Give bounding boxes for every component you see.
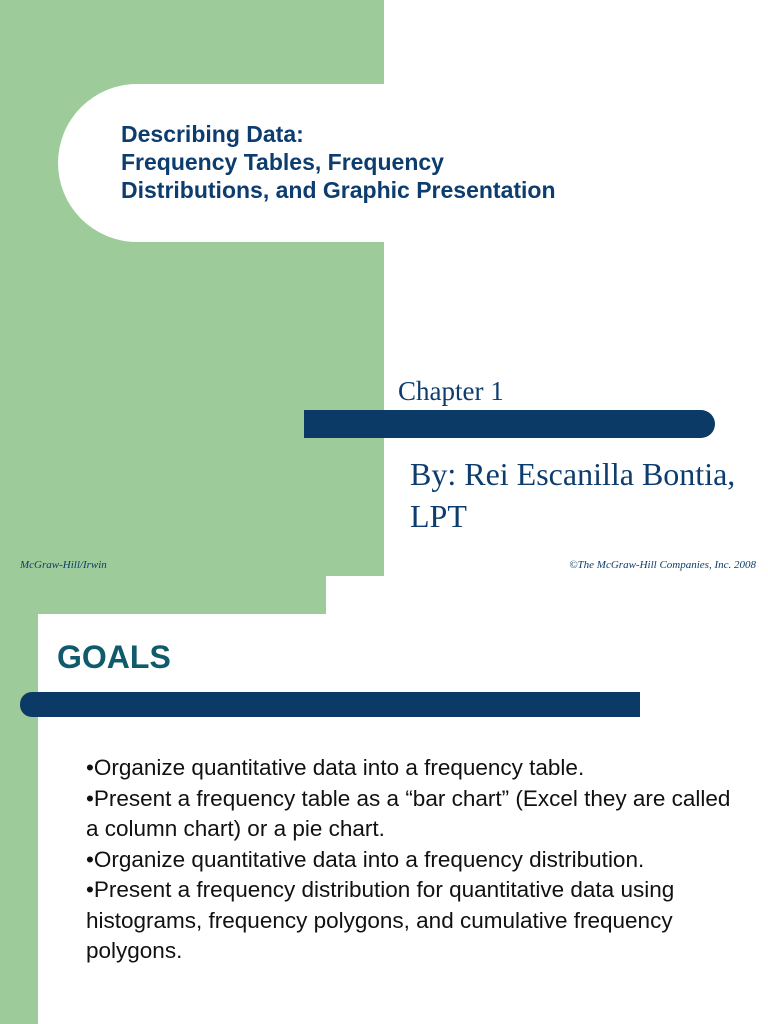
goal-item: •Present a frequency distribution for quantitative data using histograms, frequency polygons, and cumulative frequency polygons. <box>86 877 675 963</box>
slide-subtitle: Frequency Tables, Frequency Distributions, and Graphic Presentation <box>121 149 556 203</box>
green-accent-top <box>0 576 326 614</box>
chapter-label: Chapter 1 <box>398 376 504 406</box>
goal-item: •Present a frequency table as a “bar chart” (Excel they are called a column chart) or a pie chart. <box>86 785 731 841</box>
goals-slide <box>0 576 768 1024</box>
navy-divider-bar <box>304 410 715 438</box>
author-line: By: Rei Escanilla Bontia, LPT <box>410 456 736 534</box>
goals-list <box>86 753 746 967</box>
navy-divider-bar <box>20 692 640 717</box>
goal-item: •Organize quantitative data into a frequency table. <box>86 755 585 780</box>
green-accent-left <box>0 576 38 1024</box>
copyright-footer: ©The McGraw-Hill Companies, Inc. 2008 <box>569 559 756 571</box>
slide-title: Describing Data: <box>121 121 304 147</box>
goals-heading: GOALS <box>57 639 171 675</box>
publisher-footer: McGraw-Hill/Irwin <box>20 559 107 571</box>
goal-item: •Organize quantitative data into a frequency distribution. <box>86 846 645 872</box>
